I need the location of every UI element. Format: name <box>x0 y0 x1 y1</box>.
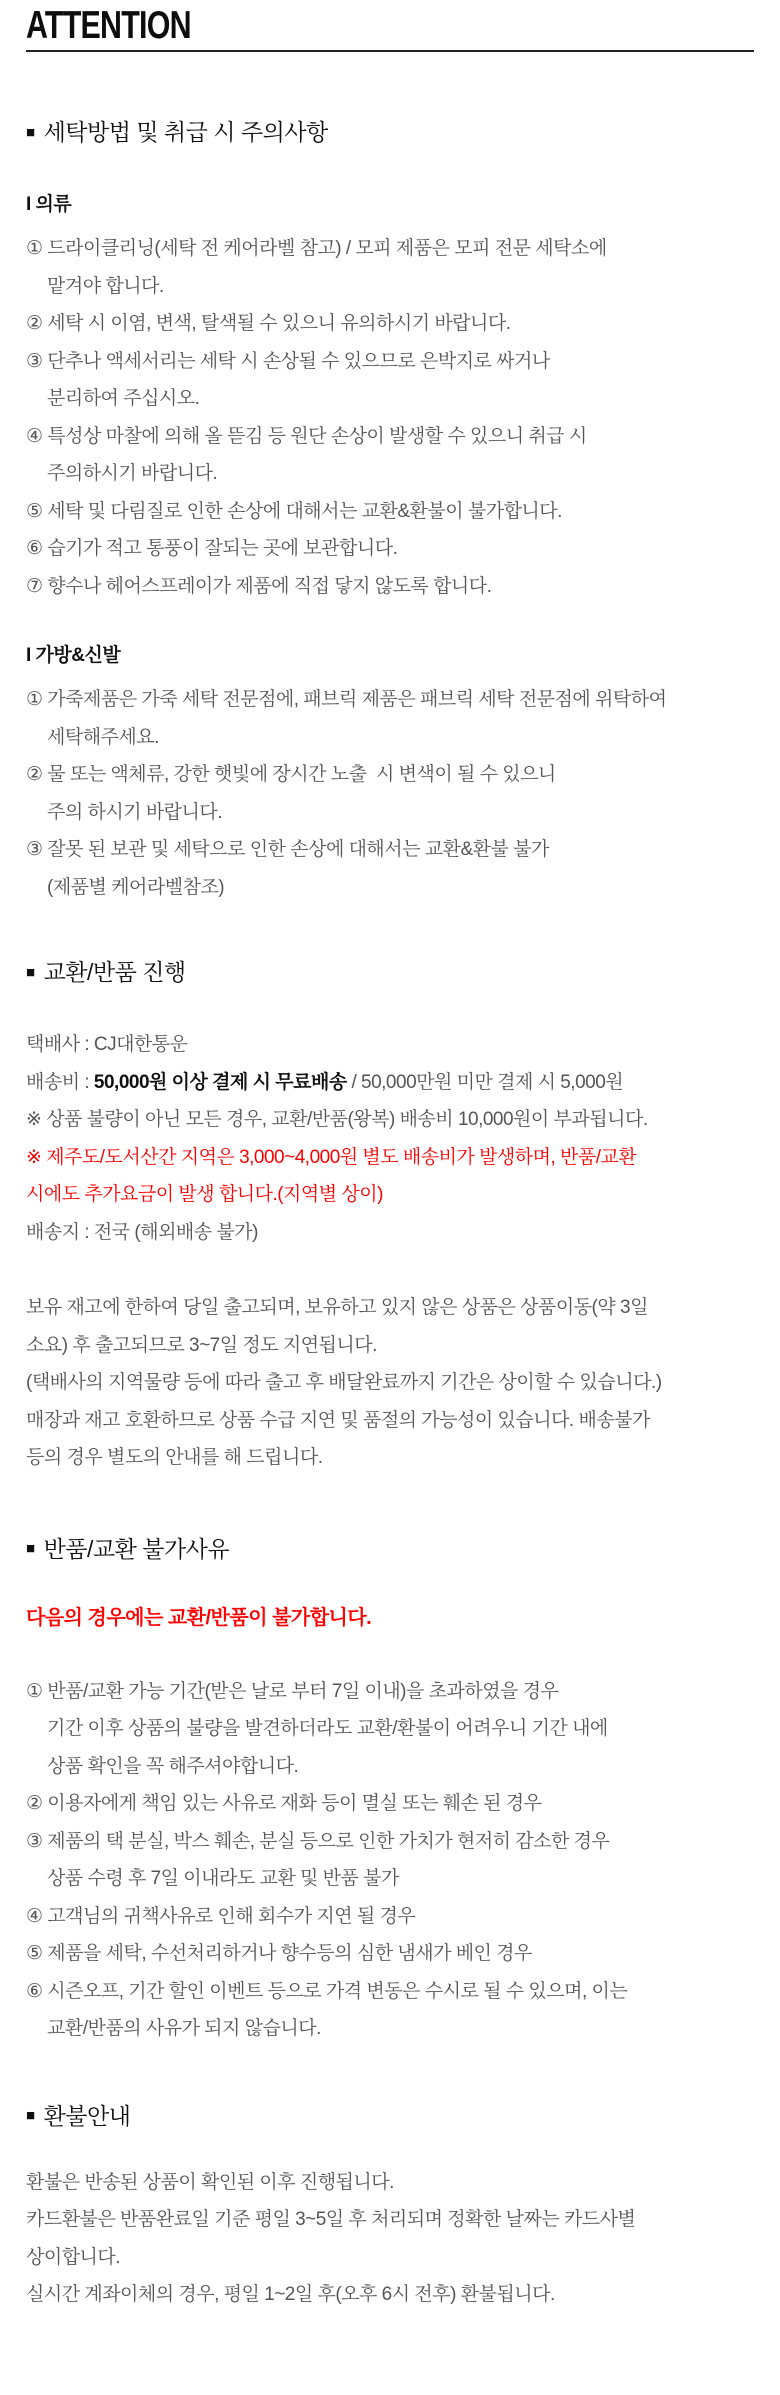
care-bags-line: 주의 하시기 바랍니다. <box>47 801 223 823</box>
square-bullet-icon: ■ <box>26 2107 35 2124</box>
section-care-instructions <box>26 116 754 906</box>
island-surcharge-note: 시에도 추가요금이 발생 합니다.(지역별 상이) <box>26 1184 383 1205</box>
stock-shipping-paragraph <box>26 1289 754 1477</box>
care-clothing-label: I 의류 <box>26 194 72 215</box>
refund-info-list <box>26 2164 754 2314</box>
shipping-fee-suffix: / 50,000만원 미만 결제 시 5,000원 <box>346 1071 624 1093</box>
care-clothing-line: ⑤ 세탁 및 다림질로 인한 손상에 대해서는 교환&환불이 불가합니다. <box>26 500 562 522</box>
care-clothing-line: ⑥ 습기가 적고 통풍이 잘되는 곳에 보관합니다. <box>26 538 398 559</box>
shipping-fee-line <box>26 1064 754 1102</box>
care-clothing-line: ③ 단추나 액세서리는 세탁 시 손상될 수 있으므로 은박지로 싸거나 <box>26 350 550 372</box>
care-bags-line: 세탁해주세요. <box>47 726 159 748</box>
exchange-section-heading <box>26 956 754 988</box>
care-clothing-list <box>26 230 754 605</box>
care-bags-line: ③ 잘못 된 보관 및 세탁으로 인한 손상에 대해서는 교환&환불 불가 <box>26 839 549 860</box>
care-clothing-line: 맡겨야 합니다. <box>47 275 164 297</box>
no-return-line: 교환/반품의 사유가 되지 않습니다. <box>47 2018 321 2039</box>
section-exchange-return-process <box>26 956 754 1477</box>
section-refund-guide <box>26 2100 754 2314</box>
page-title: ATTENTION <box>26 4 191 47</box>
care-clothing-line: ① 드라이클리닝(세탁 전 케어라벨 참고) / 모피 제품은 모피 전문 세탁소에 <box>26 238 607 259</box>
stock-line: 매장과 재고 호환하므로 상품 수급 지연 및 품절의 가능성이 있습니다. 배송불가 <box>26 1409 650 1431</box>
care-clothing-line: 분리하여 주십시오. <box>47 388 200 409</box>
shipping-fee-prefix: 배송비 : <box>26 1071 94 1093</box>
exchange-section-heading-text: 교환/반품 진행 <box>43 959 186 985</box>
care-clothing-line: ④ 특성상 마찰에 의해 올 뜯김 등 원단 손상이 발생할 수 있으니 취급 시 <box>26 425 587 447</box>
square-bullet-icon: ■ <box>26 123 35 141</box>
no-return-line: ⑥ 시즌오프, 기간 할인 이벤트 등으로 가격 변동은 수시로 될 수 있으며, 이는 <box>26 1980 628 2002</box>
refund-line: 카드환불은 반품완료일 기준 평일 3~5일 후 처리되며 정확한 날짜는 카드사별 <box>26 2209 636 2230</box>
square-bullet-icon: ■ <box>26 963 35 981</box>
refund-line: 상이합니다. <box>26 2246 121 2268</box>
no-return-line: ⑤ 제품을 세탁, 수선처리하거나 향수등의 심한 냄새가 베인 경우 <box>26 1943 532 1964</box>
return-fee-note: ※ 상품 불량이 아닌 모든 경우, 교환/반품(왕복) 배송비 10,000원이 부과됩니다. <box>26 1109 648 1130</box>
square-bullet-icon: ■ <box>26 1540 35 1557</box>
care-section-heading <box>26 116 754 148</box>
exchange-info-list <box>26 1026 754 1251</box>
no-return-line: ① 반품/교환 가능 기간(받은 날로 부터 7일 이내)을 초과하였을 경우 <box>26 1680 559 1702</box>
section-no-return-reasons <box>26 1533 754 2048</box>
care-bags-shoes-label: I 가방&신발 <box>26 645 121 666</box>
no-return-list <box>26 1673 754 2048</box>
refund-line: 실시간 계좌이체의 경우, 평일 1~2일 후(오후 6시 전후) 환불됩니다. <box>26 2284 555 2305</box>
no-return-line: ③ 제품의 택 분실, 박스 훼손, 분실 등으로 인한 가치가 현저히 감소한 경우 <box>26 1830 610 1852</box>
no-return-section-heading <box>26 1533 754 1565</box>
no-return-line: 상품 확인을 꼭 해주셔야합니다. <box>47 1755 299 1777</box>
no-return-line: 기간 이후 상품의 불량을 발견하더라도 교환/환불이 어려우니 기간 내에 <box>47 1718 608 1739</box>
no-return-line: ② 이용자에게 책임 있는 사유로 재화 등이 멸실 또는 훼손 된 경우 <box>26 1793 542 1814</box>
shipping-fee-free-threshold: 50,000원 이상 결제 시 무료배송 <box>93 1071 347 1093</box>
care-section-heading-text: 세탁방법 및 취급 시 주의사항 <box>43 119 328 145</box>
courier-line: 택배사 : CJ대한통운 <box>26 1034 188 1055</box>
no-return-warning: 다음의 경우에는 교환/반품이 불가합니다. <box>26 1606 372 1629</box>
refund-line: 환불은 반송된 상품이 확인된 이후 진행됩니다. <box>26 2171 394 2193</box>
stock-line: 보유 재고에 한하여 당일 출고되며, 보유하고 있지 않은 상품은 상품이동(약 3일 <box>26 1297 648 1318</box>
care-bags-line: ① 가죽제품은 가죽 세탁 전문점에, 패브릭 제품은 패브릭 세탁 전문점에 위탁하여 <box>26 689 667 710</box>
care-bags-line: ② 물 또는 액체류, 강한 햇빛에 장시간 노출 시 변색이 될 수 있으니 <box>26 764 556 785</box>
refund-section-heading-text: 환불안내 <box>43 2102 131 2129</box>
island-surcharge-note: ※ 제주도/도서산간 지역은 3,000~4,000원 별도 배송비가 발생하며, 반품/교환 <box>26 1146 637 1168</box>
no-return-line: 상품 수령 후 7일 이내라도 교환 및 반품 불가 <box>47 1868 399 1889</box>
stock-line: 등의 경우 별도의 안내를 해 드립니다. <box>26 1447 323 1468</box>
care-clothing-line: 주의하시기 바랍니다. <box>47 463 218 484</box>
shipping-region-line: 배송지 : 전국 (해외배송 불가) <box>26 1221 258 1243</box>
no-return-line: ④ 고객님의 귀책사유로 인해 회수가 지연 될 경우 <box>26 1905 416 1927</box>
care-bags-shoes-list <box>26 681 754 906</box>
title-divider <box>26 50 754 52</box>
no-return-section-heading-text: 반품/교환 불가사유 <box>43 1535 230 1562</box>
care-clothing-line: ② 세탁 시 이염, 변색, 탈색될 수 있으니 유의하시기 바랍니다. <box>26 313 511 334</box>
care-clothing-line: ⑦ 향수나 헤어스프레이가 제품에 직접 닿지 않도록 합니다. <box>26 575 492 597</box>
stock-line: (택배사의 지역물량 등에 따라 출고 후 배달완료까지 기간은 상이할 수 있습니다.) <box>26 1372 662 1393</box>
refund-section-heading <box>26 2100 754 2132</box>
care-bags-line: (제품별 케어라벨참조) <box>47 876 225 898</box>
stock-line: 소요) 후 출고되므로 3~7일 정도 지연됩니다. <box>26 1334 377 1356</box>
